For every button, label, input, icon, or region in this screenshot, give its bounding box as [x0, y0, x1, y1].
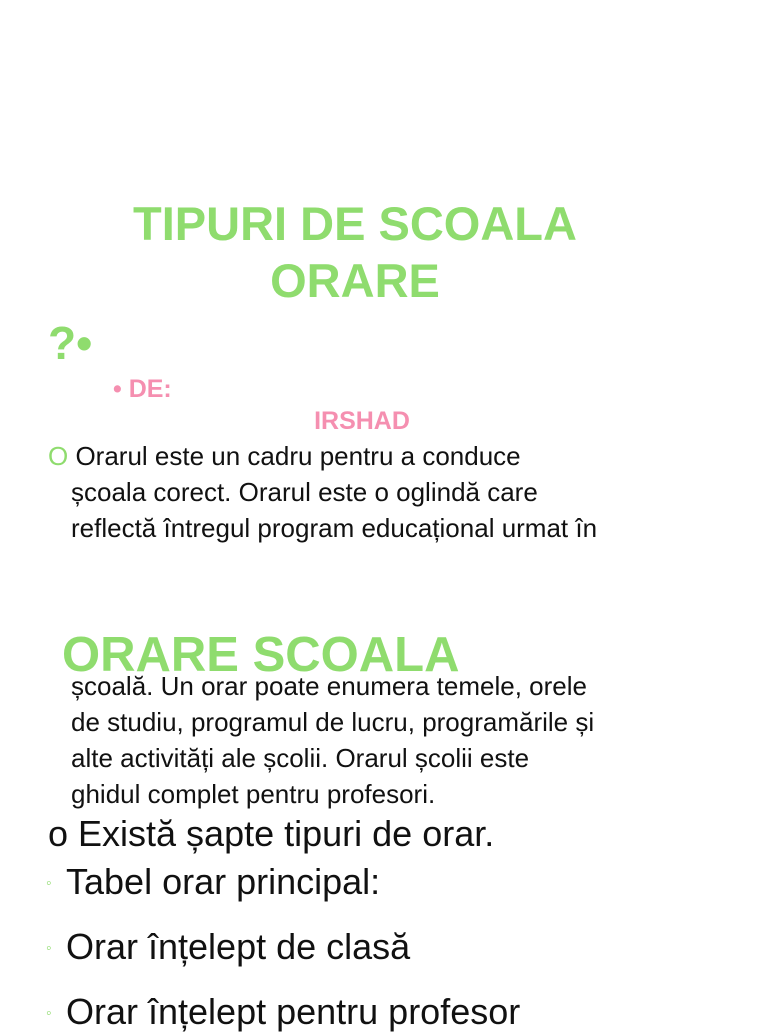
list-item-label: Tabel orar principal: — [66, 861, 381, 902]
bullet-icon: ◦ — [46, 1005, 52, 1023]
bullet-icon: ◦ — [46, 875, 52, 893]
intro-line-3: reflectă întregul program educațional urmat în — [71, 513, 598, 543]
page-title-line-2: ORARE — [270, 254, 440, 307]
list-item — [46, 990, 520, 1036]
author-label: • DE: — [113, 375, 172, 403]
continuation-line-3: alte activități ale școlii. Orarul școlii este — [71, 743, 530, 773]
question-bullet: ?• — [48, 317, 93, 369]
list-item-label: Orar înțelept pentru profesor — [66, 991, 521, 1032]
continuation-line-4: ghidul complet pentru profesori. — [71, 779, 436, 809]
intro-line-1 — [48, 438, 521, 474]
intro-text-1: Orarul este un cadru pentru a conduce — [68, 441, 521, 471]
author-name: IRSHAD — [314, 407, 410, 435]
types-intro: o Există șapte tipuri de orar. — [48, 813, 495, 854]
bullet-icon: ◦ — [46, 940, 52, 958]
list-item — [46, 925, 410, 971]
list-item-label: Orar înțelept de clasă — [66, 926, 411, 967]
continuation-line-1: școală. Un orar poate enumera temele, orele — [71, 671, 587, 701]
continuation-line-2: de studiu, programul de lucru, programările și — [71, 707, 595, 737]
intro-line-2: școala corect. Orarul este o oglindă care — [71, 477, 538, 507]
o-marker: O — [48, 441, 69, 471]
list-item — [46, 860, 380, 906]
page-title-line-1: TIPURI DE SCOALA — [133, 197, 577, 250]
section-heading: ORARE SCOALA — [62, 628, 460, 682]
